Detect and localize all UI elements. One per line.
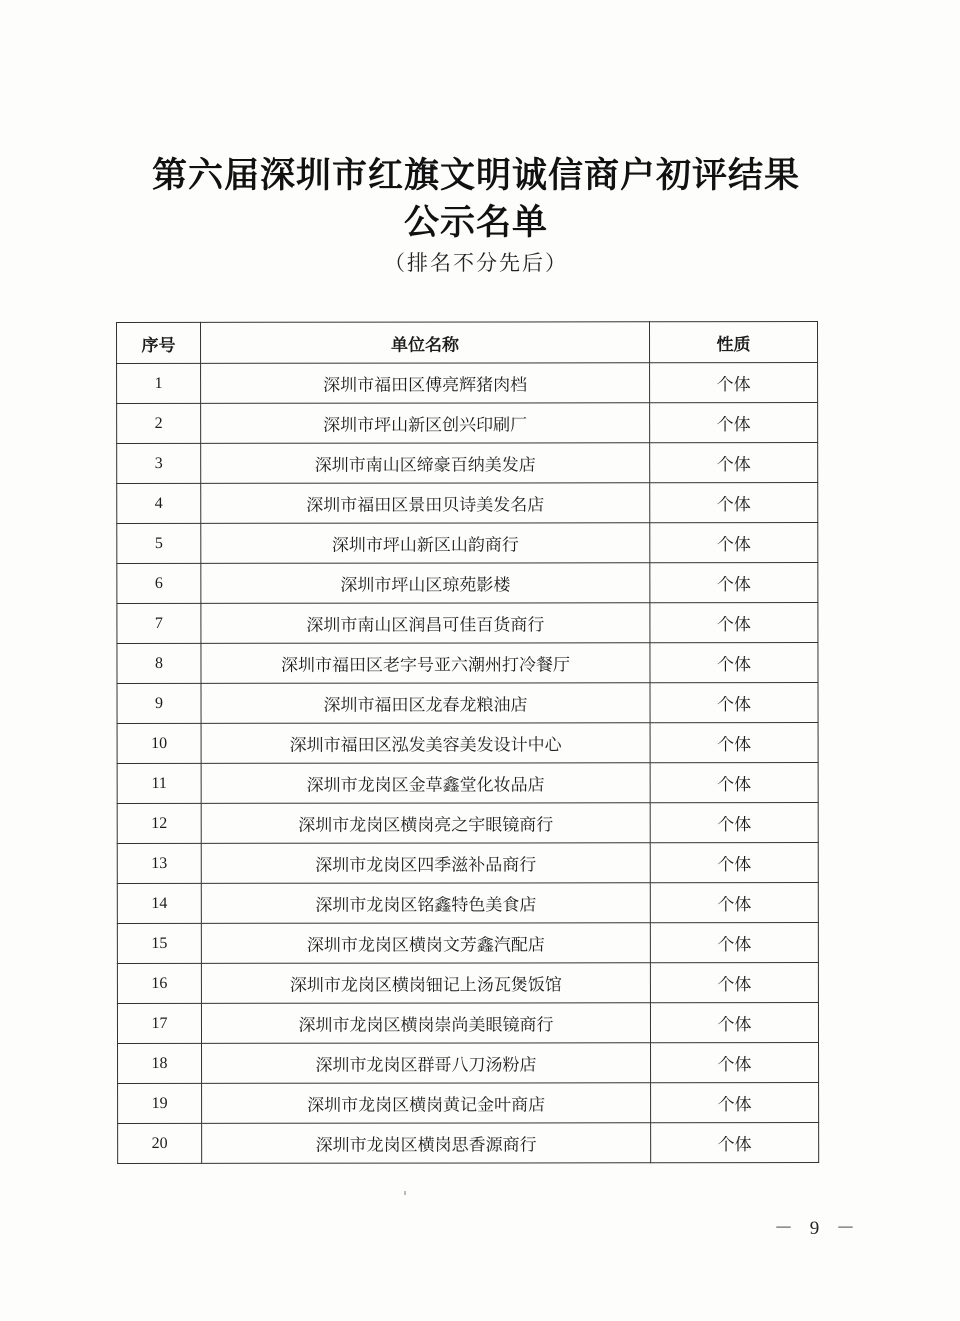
scan-speck xyxy=(404,1191,406,1195)
row-nature: 个体 xyxy=(650,563,818,603)
row-nature: 个体 xyxy=(650,683,818,723)
row-unit-name: 深圳市龙岗区横岗思香源商行 xyxy=(202,1123,651,1164)
row-unit-name: 深圳市南山区缔豪百纳美发店 xyxy=(201,443,650,484)
table-row xyxy=(118,1123,819,1164)
row-nature: 个体 xyxy=(650,1003,818,1043)
row-nature: 个体 xyxy=(650,803,818,843)
row-unit-name: 深圳市龙岗区铭鑫特色美食店 xyxy=(201,883,650,924)
row-nature: 个体 xyxy=(650,603,818,643)
document-subtitle: （排名不分先后） xyxy=(384,251,568,275)
row-unit-name: 深圳市龙岗区四季滋补品商行 xyxy=(201,843,650,884)
row-unit-name: 深圳市龙岗区横岗文芳鑫汽配店 xyxy=(201,923,650,964)
row-nature: 个体 xyxy=(650,923,818,963)
row-unit-name: 深圳市龙岗区横岗黄记金叶商店 xyxy=(202,1083,651,1124)
table-row xyxy=(118,1083,819,1124)
row-nature: 个体 xyxy=(650,403,818,443)
row-serial-number: 9 xyxy=(117,683,201,723)
row-nature: 个体 xyxy=(650,723,818,763)
table-row xyxy=(117,443,818,484)
row-serial-number: 20 xyxy=(118,1123,202,1163)
table-row xyxy=(117,563,818,604)
table-row xyxy=(117,403,818,444)
table-row xyxy=(117,363,818,404)
row-unit-name: 深圳市南山区润昌可佳百货商行 xyxy=(201,603,650,644)
row-serial-number: 6 xyxy=(117,563,201,603)
table-row xyxy=(117,1003,818,1044)
row-nature: 个体 xyxy=(651,1123,819,1163)
row-unit-name: 深圳市福田区龙春龙粮油店 xyxy=(201,683,650,724)
table-body xyxy=(117,363,819,1164)
row-serial-number: 10 xyxy=(117,723,201,763)
row-unit-name: 深圳市福田区傅亮辉猪肉档 xyxy=(201,363,650,404)
row-nature: 个体 xyxy=(650,883,818,923)
row-serial-number: 7 xyxy=(117,603,201,643)
row-serial-number: 19 xyxy=(118,1083,202,1123)
table-row xyxy=(117,523,818,564)
document-title-line-1: 第六届深圳市红旗文明诚信商户初评结果 xyxy=(151,156,800,196)
header-serial-number: 序号 xyxy=(117,322,201,363)
row-unit-name: 深圳市坪山新区山韵商行 xyxy=(201,523,650,564)
table-row xyxy=(117,923,818,964)
row-unit-name: 深圳市坪山区琼苑影楼 xyxy=(201,563,650,604)
table-row xyxy=(117,723,818,764)
header-nature: 性质 xyxy=(650,322,818,363)
table-row xyxy=(117,763,818,804)
table-row xyxy=(117,843,818,884)
row-unit-name: 深圳市龙岗区横岗亮之宇眼镜商行 xyxy=(201,803,650,844)
header-unit-name: 单位名称 xyxy=(201,322,650,364)
row-serial-number: 1 xyxy=(117,363,201,403)
row-unit-name: 深圳市龙岗区横岗钿记上汤瓦煲饭馆 xyxy=(201,963,650,1004)
row-nature: 个体 xyxy=(650,643,818,683)
row-unit-name: 深圳市福田区泓发美容美发设计中心 xyxy=(201,723,650,764)
row-unit-name: 深圳市坪山新区创兴印刷厂 xyxy=(201,403,650,444)
row-serial-number: 4 xyxy=(117,483,201,523)
table-row xyxy=(117,603,818,644)
table-header-row xyxy=(117,322,818,364)
row-serial-number: 12 xyxy=(117,803,201,843)
merchant-list-table xyxy=(116,321,819,1164)
row-nature: 个体 xyxy=(650,483,818,523)
table-row xyxy=(117,883,818,924)
table-row xyxy=(117,483,818,524)
page-number: － 9 － xyxy=(774,1218,862,1239)
row-nature: 个体 xyxy=(650,963,818,1003)
row-unit-name: 深圳市福田区老字号亚六潮州打冷餐厅 xyxy=(201,643,650,684)
row-nature: 个体 xyxy=(650,443,818,483)
row-serial-number: 14 xyxy=(117,883,201,923)
row-nature: 个体 xyxy=(650,763,818,803)
row-nature: 个体 xyxy=(650,363,818,403)
row-unit-name: 深圳市龙岗区横岗崇尚美眼镜商行 xyxy=(201,1003,650,1044)
row-serial-number: 17 xyxy=(117,1003,201,1043)
table-row xyxy=(118,1043,819,1084)
row-nature: 个体 xyxy=(650,843,818,883)
row-unit-name: 深圳市龙岗区金草鑫堂化妆品店 xyxy=(201,763,650,804)
table-row xyxy=(117,803,818,844)
row-serial-number: 11 xyxy=(117,763,201,803)
row-serial-number: 3 xyxy=(117,443,201,483)
row-unit-name: 深圳市福田区景田贝诗美发名店 xyxy=(201,483,650,524)
row-nature: 个体 xyxy=(651,1043,819,1083)
table-row xyxy=(117,643,818,684)
document-title-line-2: 公示名单 xyxy=(403,203,548,243)
row-serial-number: 15 xyxy=(117,923,201,963)
row-serial-number: 18 xyxy=(118,1043,202,1083)
row-serial-number: 8 xyxy=(117,643,201,683)
row-nature: 个体 xyxy=(651,1083,819,1123)
table-row xyxy=(117,683,818,724)
table-row xyxy=(117,963,818,1004)
row-unit-name: 深圳市龙岗区群哥八刀汤粉店 xyxy=(202,1043,651,1084)
row-serial-number: 2 xyxy=(117,403,201,443)
row-serial-number: 5 xyxy=(117,523,201,563)
row-serial-number: 13 xyxy=(117,843,201,883)
row-nature: 个体 xyxy=(650,523,818,563)
row-serial-number: 16 xyxy=(117,963,201,1003)
